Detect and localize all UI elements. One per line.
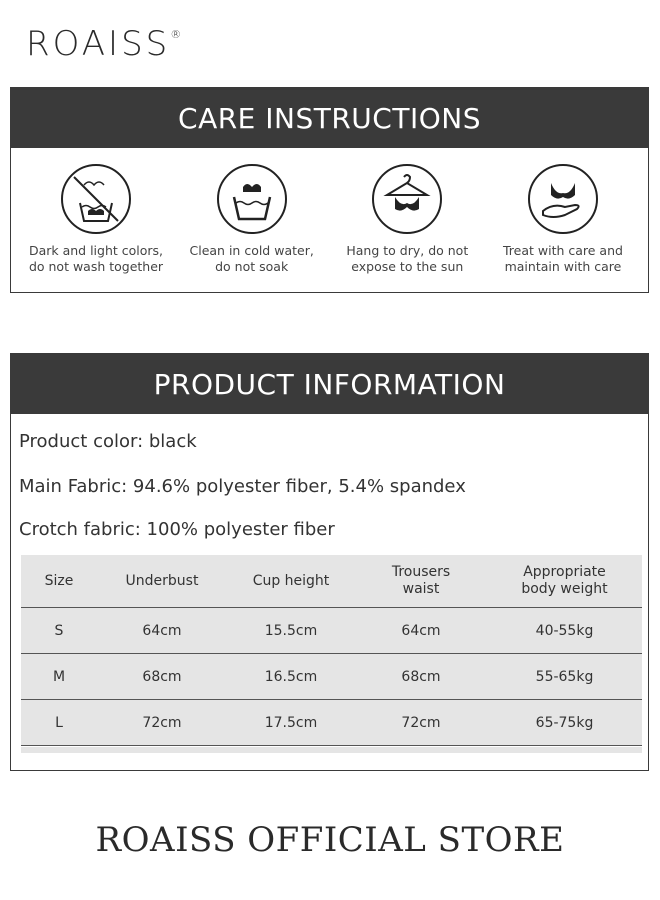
hand-care-icon <box>527 163 599 235</box>
cell-underbust: 68cm <box>97 654 227 700</box>
table-row <box>21 700 642 746</box>
care-text-line2: do not soak <box>215 259 289 274</box>
brand-logo <box>26 24 181 64</box>
cell-body-weight: 65-75kg <box>487 700 642 746</box>
cell-underbust: 64cm <box>97 608 227 654</box>
cell-cup-height: 17.5cm <box>227 700 355 746</box>
cell-size: M <box>21 654 97 700</box>
header-body-weight: Appropriate body weight <box>487 555 642 608</box>
care-text-line2: expose to the sun <box>351 259 464 274</box>
care-text-line2: maintain with care <box>504 259 622 274</box>
care-item <box>488 163 638 275</box>
size-table <box>21 555 642 746</box>
care-text-line1: Clean in cold water, <box>189 243 314 258</box>
cell-trousers-waist: 68cm <box>355 654 487 700</box>
care-item <box>177 163 327 275</box>
cell-size: S <box>21 608 97 654</box>
main-fabric-line: Main Fabric: 94.6% polyester fiber, 5.4% spandex <box>19 476 466 497</box>
cell-cup-height: 15.5cm <box>227 608 355 654</box>
care-item <box>332 163 482 275</box>
cell-body-weight: 55-65kg <box>487 654 642 700</box>
cell-body-weight: 40-55kg <box>487 608 642 654</box>
header-underbust: Underbust <box>97 555 227 608</box>
care-text-line1: Treat with care and <box>502 243 623 258</box>
care-text-line1: Hang to dry, do not <box>346 243 469 258</box>
cell-underbust: 72cm <box>97 700 227 746</box>
cell-trousers-waist: 72cm <box>355 700 487 746</box>
care-instructions-section <box>10 87 649 293</box>
product-information-section <box>10 353 649 771</box>
table-bottom-strip <box>21 747 642 753</box>
header-size: Size <box>21 555 97 608</box>
care-text-line2: do not wash together <box>28 259 164 274</box>
care-item <box>21 163 171 275</box>
store-footer-title: ROAISS OFFICIAL STORE <box>95 820 565 860</box>
no-mixed-wash-icon <box>60 163 132 235</box>
hang-dry-icon <box>371 163 443 235</box>
cold-water-wash-icon <box>216 163 288 235</box>
brand-logo-text: ROAISS <box>26 24 171 64</box>
cell-size: L <box>21 700 97 746</box>
registered-mark: ® <box>170 28 182 41</box>
crotch-fabric-line: Crotch fabric: 100% polyester fiber <box>19 519 335 540</box>
care-text-line1: Dark and light colors, <box>28 243 164 258</box>
header-trousers-waist: Trousers waist <box>355 555 487 608</box>
care-instructions-title: CARE INSTRUCTIONS <box>11 88 648 148</box>
cell-cup-height: 16.5cm <box>227 654 355 700</box>
product-color-line: Product color: black <box>19 431 197 452</box>
size-table-header-row <box>21 555 642 608</box>
product-information-title: PRODUCT INFORMATION <box>11 354 648 414</box>
table-row <box>21 654 642 700</box>
table-row <box>21 608 642 654</box>
care-icons-row <box>11 148 648 275</box>
cell-trousers-waist: 64cm <box>355 608 487 654</box>
header-cup-height: Cup height <box>227 555 355 608</box>
